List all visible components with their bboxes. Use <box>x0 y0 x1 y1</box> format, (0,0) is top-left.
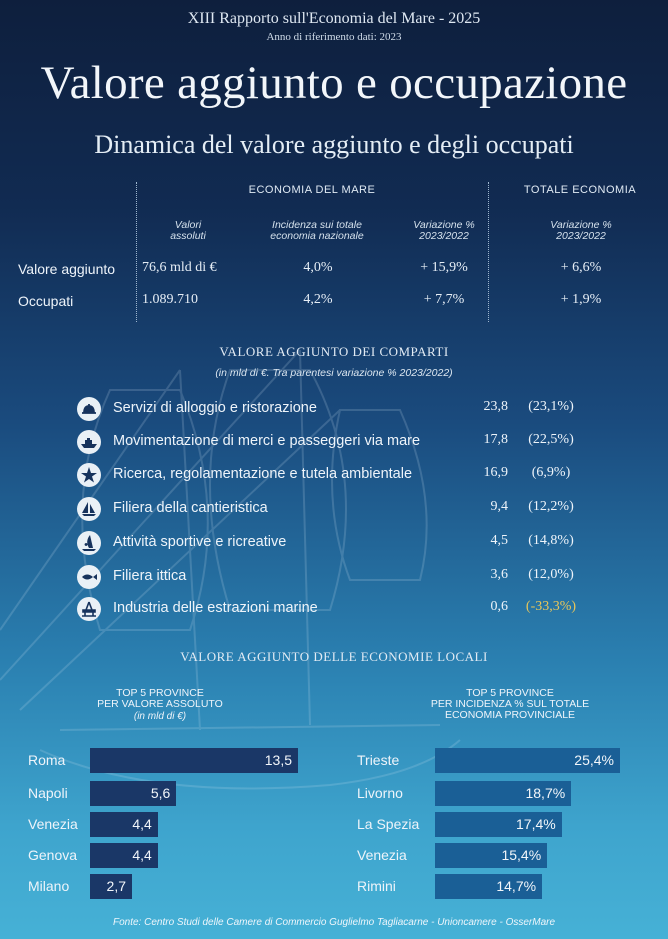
sector-change: (12,2%) <box>528 499 574 514</box>
right-column-title: TOP 5 PROVINCE PER INCIDENZA % SUL TOTALE ECONOMIA PROVINCIALE <box>430 687 590 721</box>
bar-value: 13,5 <box>90 748 298 773</box>
sector-label: Industria delle estrazioni marine <box>113 600 318 616</box>
col-change-header: Variazione % 2023/2022 <box>413 219 475 242</box>
bell-icon <box>77 397 101 421</box>
province-name: Venezia <box>357 847 407 863</box>
bar-value: 25,4% <box>435 748 620 773</box>
sailboat-icon <box>77 497 101 521</box>
left-column-note: (in mld di €) <box>133 711 187 722</box>
reference-year: Anno di riferimento dati: 2023 <box>266 31 402 43</box>
sector-label: Attività sportive e ricreative <box>113 534 287 550</box>
sector-value: 4,5 <box>490 533 508 548</box>
left-column-title: TOP 5 PROVINCE PER VALORE ASSOLUTO <box>97 687 223 710</box>
local-economies-title: VALORE AGGIUNTO DELLE ECONOMIE LOCALI <box>180 649 488 664</box>
bar-value: 4,4 <box>90 843 158 868</box>
table-divider <box>488 182 490 322</box>
col-share-header: Incidenza sui totale economia nazionale <box>270 219 364 242</box>
province-name: Trieste <box>357 752 400 768</box>
cell-value-added-value: 76,6 mld di € <box>142 260 217 275</box>
sector-label: Filiera ittica <box>113 568 187 584</box>
sectors-note: (in mld di €. Tra parentesi variazione % 2023/2022) <box>215 367 453 379</box>
sectors-title: VALORE AGGIUNTO DEI COMPARTI <box>219 344 449 359</box>
province-name: Genova <box>28 847 78 863</box>
row-label-employed: Occupati <box>18 293 74 309</box>
cell-employed-value: 1.089.710 <box>142 292 198 307</box>
bar-value: 17,4% <box>435 812 562 837</box>
report-title: XIII Rapporto sull'Economia del Mare - 2025 <box>187 10 481 27</box>
page-title: Valore aggiunto e occupazione <box>40 57 628 109</box>
bar-value: 4,4 <box>90 812 158 837</box>
sector-value: 3,6 <box>490 567 508 582</box>
cell-employed-share: 4,2% <box>303 292 333 307</box>
sector-change: (23,1%) <box>528 399 574 414</box>
province-name: Rimini <box>357 878 396 894</box>
starfish-icon <box>77 463 101 487</box>
table-divider <box>136 182 138 322</box>
sector-label: Filiera della cantieristica <box>113 500 268 516</box>
col-values-header: Valori assoluti <box>170 219 206 242</box>
cell-employed-total-change: + 1,9% <box>560 292 602 307</box>
province-name: Milano <box>28 878 70 894</box>
col-total-change-header: Variazione % 2023/2022 <box>550 219 612 242</box>
bar-value: 2,7 <box>90 874 132 899</box>
province-name: La Spezia <box>357 816 420 832</box>
sector-label: Ricerca, regolamentazione e tutela ambientale <box>113 466 413 482</box>
sector-change-negative: (-33,3%) <box>525 599 577 614</box>
header-sea-economy: ECONOMIA DEL MARE <box>248 184 376 196</box>
cell-value-added-change: + 15,9% <box>420 260 468 275</box>
province-name: Livorno <box>357 785 403 801</box>
cell-employed-change: + 7,7% <box>423 292 465 307</box>
page-subtitle: Dinamica del valore aggiunto e degli occupati <box>94 130 574 159</box>
bar-value: 14,7% <box>435 874 542 899</box>
sector-value: 9,4 <box>490 499 508 514</box>
fish-icon <box>77 565 101 589</box>
cell-value-added-total-change: + 6,6% <box>560 260 602 275</box>
province-name: Roma <box>28 752 66 768</box>
province-name: Venezia <box>28 816 78 832</box>
bar-value: 15,4% <box>435 843 547 868</box>
source-note: Fonte: Centro Studi delle Camere di Commercio Guglielmo Tagliacarne - Unioncamere - OsserMare <box>112 917 556 928</box>
windsurf-icon <box>77 531 101 555</box>
sector-label: Movimentazione di merci e passeggeri via mare <box>113 433 421 449</box>
sector-label: Servizi di alloggio e ristorazione <box>113 400 317 416</box>
sector-change: (22,5%) <box>528 432 574 447</box>
sector-change: (12,0%) <box>528 567 574 582</box>
sector-value: 17,8 <box>483 432 508 447</box>
cell-value-added-share: 4,0% <box>303 260 333 275</box>
sector-change: (6,9%) <box>531 465 571 480</box>
sector-value: 16,9 <box>483 465 508 480</box>
sector-value: 23,8 <box>483 399 508 414</box>
row-label-value-added: Valore aggiunto <box>18 261 116 277</box>
sector-change: (14,8%) <box>528 533 574 548</box>
sector-value: 0,6 <box>490 599 508 614</box>
ship-icon <box>77 430 101 454</box>
province-name: Napoli <box>28 785 68 801</box>
oil-rig-icon <box>77 597 101 621</box>
bar-value: 18,7% <box>435 781 571 806</box>
bar-value: 5,6 <box>90 781 176 806</box>
header-total-economy: TOTALE ECONOMIA <box>523 184 637 196</box>
